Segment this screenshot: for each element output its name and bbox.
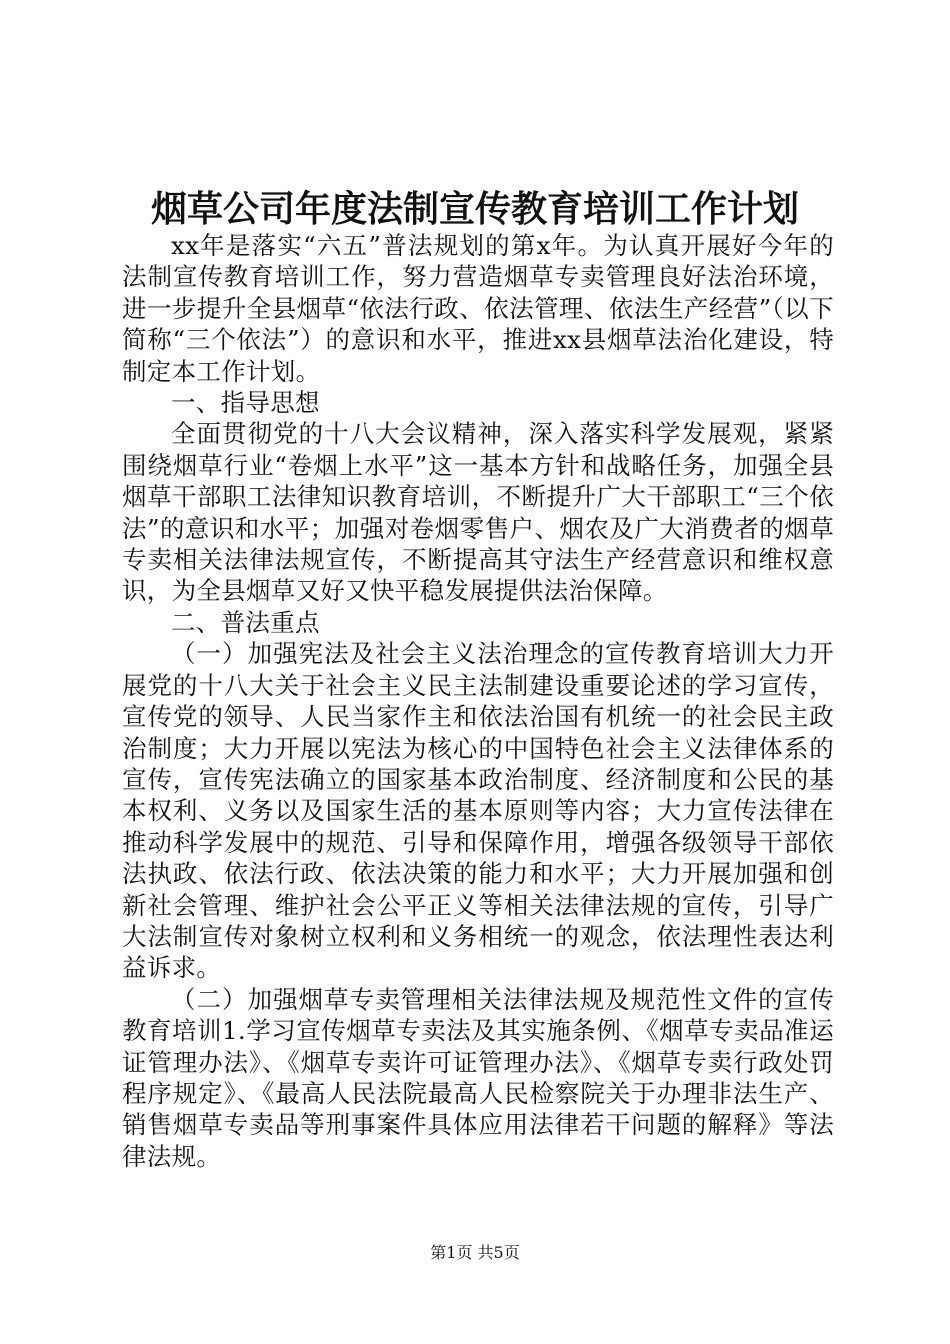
priority-item-2-paragraph: （二）加强烟草专卖管理相关法律法规及规范性文件的宣传教育培训1.学习宣传烟草专卖法及其实施条例、《烟草专卖品准运证管理办法》、《烟草专卖许可证管理办法》、《烟草专卖行政处罚程序规定》、《最高人民法院最高人民检察院关于办理非法生产、销售烟草专卖品等刑事案件具体应用法律若干问题的解释》等法律法规。 — [122, 984, 834, 1171]
page-number-footer: 第1页 共5页 — [430, 1243, 520, 1262]
document-title: 烟草公司年度法制宣传教育培训工作计划 — [150, 189, 799, 230]
priority-item-1-paragraph: （一）加强宪法及社会主义法治理念的宣传教育培训大力开展党的十八大关于社会主义民主法制建设重要论述的学习宣传，宣传党的领导、人民当家作主和依法治国有机统一的社会民主政治制度；大力开展以宪法为核心的中国特色社会主义法律体系的宣传，宣传宪法确立的国家基本政治制度、经济制度和公民的基本权利、义务以及国家生活的基本原则等内容；大力宣传法律在推动科学发展中的规范、引导和保障作用，增强各级领导干部依法执政、依法行政、依法决策的能力和水平；大力开展加强和创新社会管理、维护社会公平正义等相关法律法规的宣传，引导广大法制宣传对象树立权利和义务相统一的观念，依法理性表达利益诉求。 — [122, 639, 834, 983]
guiding-ideology-paragraph: 全面贯彻党的十八大会议精神，深入落实科学发展观，紧紧围绕烟草行业“卷烟上水平”这一基本方针和战略任务，加强全县烟草干部职工法律知识教育培训，不断提升广大干部职工“三个依法”的意识和水平；加强对卷烟零售户、烟农及广大消费者的烟草专卖相关法律法规宣传，不断提高其守法生产经营意识和维权意识，为全县烟草又好又快平稳发展提供法治保障。 — [122, 419, 834, 606]
intro-paragraph: xx年是落实“六五”普法规划的第x年。为认真开展好今年的法制宣传教育培训工作，努力营造烟草专卖管理良好法治环境，进一步提升全县烟草“依法行政、依法管理、依法生产经营”（以下简称“三个依法”）的意识和水平，推进xx县烟草法治化建设，特制定本工作计划。 — [122, 231, 834, 386]
section-heading-guiding-ideology: 一、指导思想 — [171, 388, 320, 418]
section-heading-legal-priorities: 二、普法重点 — [171, 607, 320, 637]
document-body — [122, 230, 834, 1172]
